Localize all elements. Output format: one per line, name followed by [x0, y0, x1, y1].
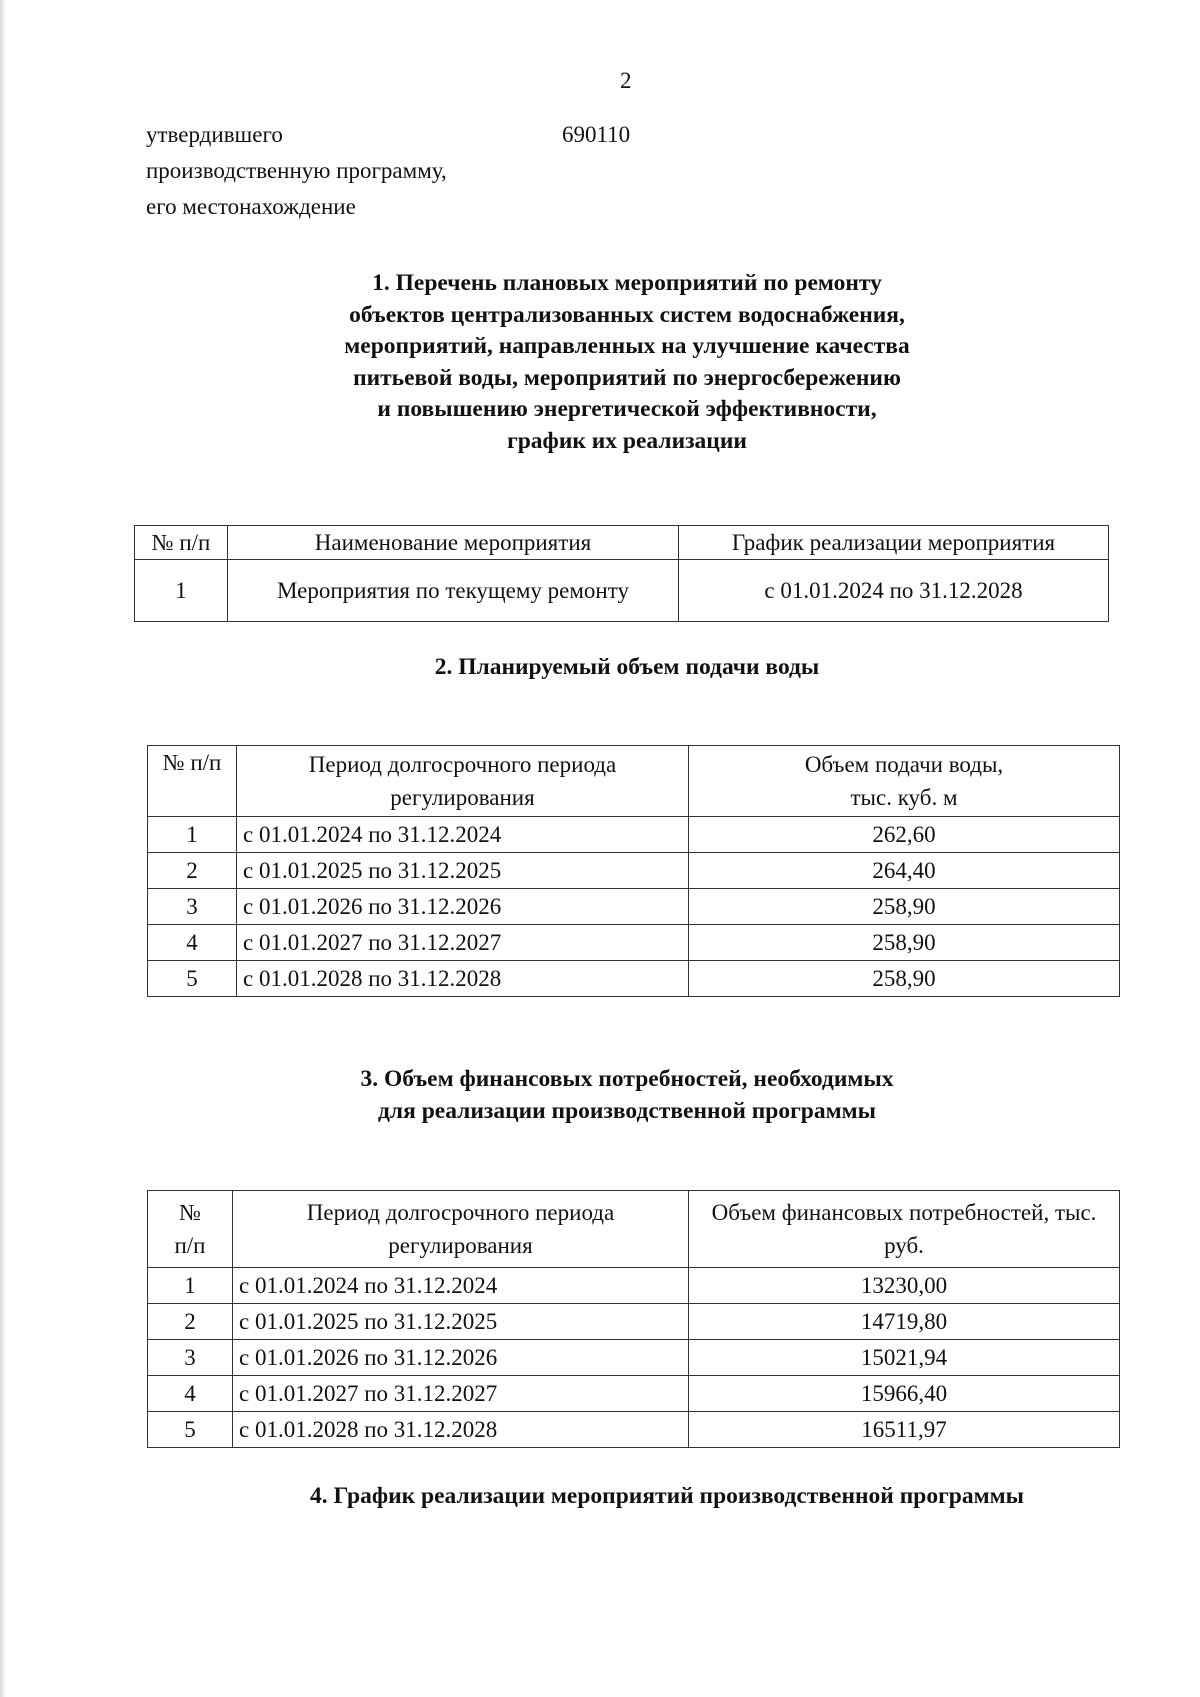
- cell-period: с 01.01.2025 по 31.12.2025: [233, 1304, 689, 1340]
- header-cell: График реализации мероприятия: [679, 526, 1109, 560]
- header-text: Объем подачи воды, тыс. куб. м: [804, 752, 1004, 810]
- cell-amount: 15021,94: [689, 1340, 1120, 1376]
- table-row: [148, 925, 1120, 961]
- cell-period: с 01.01.2027 по 31.12.2027: [237, 925, 689, 961]
- header-text: Период долгосрочного периода регулирования: [308, 752, 617, 810]
- table-header-row: [148, 746, 1120, 817]
- title-line: объектов централизованных систем водоснабжения,: [349, 301, 905, 328]
- header-line: его местонахождение: [146, 194, 356, 219]
- cell-volume: 258,90: [689, 961, 1120, 997]
- header-left-block: [146, 117, 447, 225]
- title-line: мероприятий, направленных на улучшение качества: [344, 333, 910, 359]
- cell-period: с 01.01.2024 по 31.12.2024: [237, 817, 689, 853]
- header-cell: [689, 746, 1120, 817]
- cell-schedule: с 01.01.2024 по 31.12.2028: [679, 560, 1109, 622]
- table-row: [148, 961, 1120, 997]
- header-text: № п/п: [174, 1200, 206, 1258]
- table-row: [135, 560, 1109, 622]
- cell-amount: 13230,00: [689, 1268, 1120, 1304]
- cell-volume: 258,90: [689, 889, 1120, 925]
- title-line: питьевой воды, мероприятий по энергосбережению: [353, 364, 901, 391]
- section1-table: [134, 525, 1109, 622]
- header-cell: № п/п: [148, 746, 237, 817]
- header-cell: [233, 1191, 689, 1268]
- table-row: [148, 817, 1120, 853]
- table-row: [148, 1304, 1120, 1340]
- cell-number: 1: [148, 817, 237, 853]
- title-line: 3. Объем финансовых потребностей, необходимых: [360, 1066, 894, 1092]
- cell-number: 3: [148, 889, 237, 925]
- cell-number: 2: [148, 1304, 233, 1340]
- cell-period: с 01.01.2027 по 31.12.2027: [233, 1376, 689, 1412]
- cell-number: 4: [148, 1376, 233, 1412]
- cell-number: 1: [135, 560, 228, 622]
- section2-table: [147, 745, 1120, 997]
- cell-number: 4: [148, 925, 237, 961]
- table-row: [148, 889, 1120, 925]
- table-row: [148, 853, 1120, 889]
- cell-volume: 264,40: [689, 853, 1120, 889]
- section4-title: 4. График реализации мероприятий производственной программы: [310, 1483, 1024, 1509]
- section2-title: 2. Планируемый объем подачи воды: [434, 654, 820, 680]
- cell-amount: 15966,40: [689, 1376, 1120, 1412]
- cell-volume: 258,90: [689, 925, 1120, 961]
- scan-edge: [0, 0, 6, 1697]
- header-text: Период долгосрочного периода регулирования: [306, 1200, 615, 1258]
- cell-amount: 14719,80: [689, 1304, 1120, 1340]
- cell-period: с 01.01.2028 по 31.12.2028: [237, 961, 689, 997]
- header-cell: [689, 1191, 1120, 1268]
- title-line: и повышению энергетической эффективности,: [377, 396, 877, 422]
- header-line: производственную программу,: [146, 158, 447, 183]
- cell-volume: 262,60: [689, 817, 1120, 853]
- cell-name: Мероприятия по текущему ремонту: [228, 560, 679, 622]
- cell-period: с 01.01.2026 по 31.12.2026: [233, 1340, 689, 1376]
- table-header-row: [135, 526, 1109, 560]
- header-cell: [237, 746, 689, 817]
- header-cell: Наименование мероприятия: [228, 526, 679, 560]
- section3-table: [147, 1190, 1120, 1448]
- cell-period: с 01.01.2028 по 31.12.2028: [233, 1412, 689, 1448]
- header-line: утвердившего: [146, 122, 283, 147]
- cell-period: с 01.01.2024 по 31.12.2024: [233, 1268, 689, 1304]
- title-line: 1. Перечень плановых мероприятий по ремонту: [372, 270, 882, 296]
- cell-period: с 01.01.2025 по 31.12.2025: [237, 853, 689, 889]
- header-cell: № п/п: [135, 526, 228, 560]
- cell-number: 3: [148, 1340, 233, 1376]
- page-number: 2: [620, 68, 632, 93]
- table-header-row: [148, 1191, 1120, 1268]
- section1-title: [0, 268, 1200, 457]
- section3-title: [0, 1064, 1200, 1127]
- title-line: график их реализации: [507, 427, 747, 454]
- header-cell: [148, 1191, 233, 1268]
- cell-number: 1: [148, 1268, 233, 1304]
- header-text: Объем финансовых потребностей, тыс. руб.: [711, 1200, 1097, 1258]
- cell-number: 5: [148, 1412, 233, 1448]
- title-line: для реализации производственной программы: [378, 1097, 876, 1124]
- cell-amount: 16511,97: [689, 1412, 1120, 1448]
- table-row: [148, 1268, 1120, 1304]
- cell-period: с 01.01.2026 по 31.12.2026: [237, 889, 689, 925]
- table-row: [148, 1340, 1120, 1376]
- postal-code: 690110: [562, 122, 631, 147]
- table-row: [148, 1376, 1120, 1412]
- cell-number: 5: [148, 961, 237, 997]
- table-row: [148, 1412, 1120, 1448]
- cell-number: 2: [148, 853, 237, 889]
